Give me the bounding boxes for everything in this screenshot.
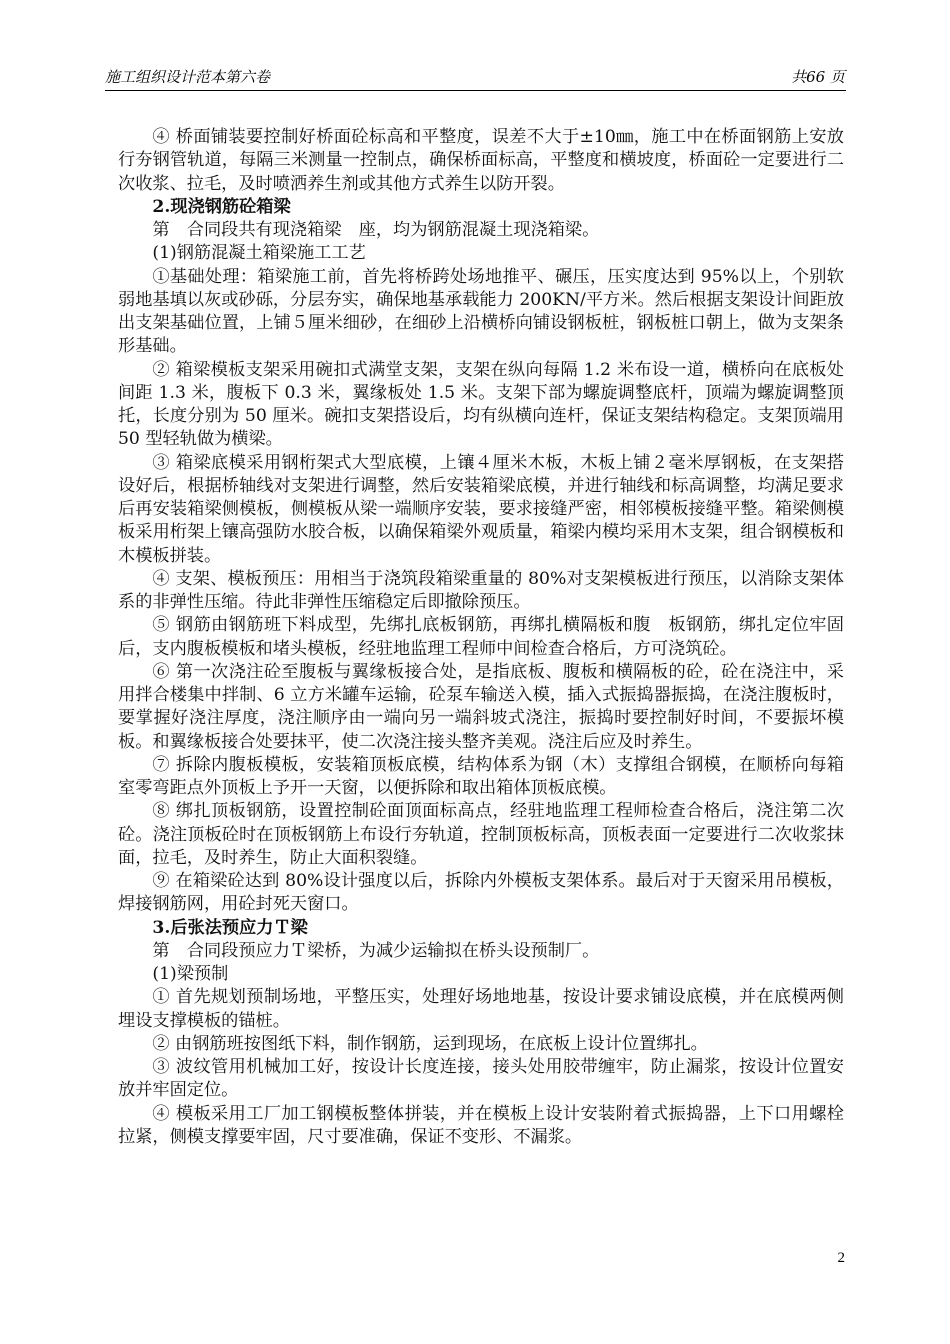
paragraph: ④ 模板采用工厂加工钢模板整体拼装，并在模板上设计安装附着式振捣器，上下口用螺栓拉紧，侧模支撑要牢固，尺寸要准确，保证不变形、不漏浆。 <box>118 1103 844 1147</box>
paragraph: ⑨ 在箱梁砼达到 80%设计强度以后，拆除内外模板支架体系。最后对于天窗采用吊模板，焊接钢筋网，用砼封死天窗口。 <box>118 871 844 915</box>
section-heading: 3.后张法预应力Ｔ梁 <box>152 917 308 938</box>
paragraph: ② 由钢筋班按图纸下料，制作钢筋，运到现场，在底板上设计位置绑扎。 <box>152 1033 708 1054</box>
paragraph: 第 合同段共有现浇箱梁 座，均为钢筋混凝土现浇箱梁。 <box>152 220 600 240</box>
paragraph: ④ 桥面铺装要控制好桥面砼标高和平整度，误差不大于±10㎜，施工中在桥面钢筋上安放行夯钢管轨道，每隔三米测量一控制点，确保桥面标高，平整度和横坡度，桥面砼一定要进行二次收浆、拉毛，及时喷洒养生剂或其他方式养生以防开裂。 <box>118 127 844 194</box>
paragraph: (1)梁预制 <box>152 964 229 984</box>
paragraph: ③ 箱梁底模采用钢桁架式大型底模，上镶４厘米木板，木板上铺２毫米厚钢板，在支架搭设好后，根据桥轴线对支架进行调整，然后安装箱梁底模，并进行轴线和标高调整，均满足要求后再安装箱梁侧模板，侧模板从梁一端顺序安装，要求接缝严密，相邻模板接缝平整。箱梁侧模板采用桁架上镶高强防水胶合板，以确保箱梁外观质量，箱梁内模均采用木支架，组合钢模板和木模板拼装。 <box>118 452 844 566</box>
paragraph: ⑦ 拆除内腹板模板，安装箱顶板底模，结构体系为钢（木）支撑组合钢模，在顺桥向每箱室零弯距点外顶板上予开一天窗，以便拆除和取出箱体顶板底模。 <box>118 754 844 798</box>
paragraph: ⑧ 绑扎顶板钢筋，设置控制砼面顶面标高点，经驻地监理工程师检查合格后，浇注第二次砼。浇注顶板砼时在顶板钢筋上布设行夯轨道，控制顶板标高，顶板表面一定要进行二次收浆抹面，拉毛，及时养生，防止大面积裂缝。 <box>118 801 844 868</box>
paragraph: ⑤ 钢筋由钢筋班下料成型，先绑扎底板钢筋，再绑扎横隔板和腹 板钢筋，绑扎定位牢固后，支内腹板模板和堵头模板，经驻地监理工程师中间检查合格后，方可浇筑砼。 <box>118 615 844 659</box>
header-title: 施工组织设计范本第六卷 <box>105 68 271 86</box>
document-body <box>118 126 844 1149</box>
paragraph: ③ 波纹管用机械加工好，按设计长度连接，接头处用胶带缠牢，防止漏浆，按设计位置安放并牢固定位。 <box>118 1057 844 1101</box>
paragraph: 第 合同段预应力Ｔ梁桥，为减少运输拟在桥头设预制厂。 <box>152 940 600 961</box>
paragraph: ⑥ 第一次浇注砼至腹板与翼缘板接合处，是指底板、腹板和横隔板的砼，砼在浇注中，采用拌合楼集中拌制、6 立方米罐车运输，砼泵车输送入模，插入式振捣器振捣，在浇注腹板时，要掌握好浇注厚度，浇注顺序由一端向另一端斜坡式浇注，振捣时要控制好时间，不要振坏模板。和翼缘板接合处要抹平，使二次浇注接头整齐美观。浇注后应及时养生。 <box>118 661 844 752</box>
paragraph: ①基础处理：箱梁施工前，首先将桥跨处场地推平、碾压，压实度达到 95%以上，个别软弱地基填以灰或砂砾，分层夯实，确保地基承载能力 200KN/平方米。然后根据支架设计间距放出支架基础位置，上铺５厘米细砂，在细砂上沿横桥向铺设钢板桩，钢板桩口朝上，做为支架条形基础。 <box>118 266 844 357</box>
header-page-count: 共66 页 <box>791 68 845 86</box>
paragraph: (1)钢筋混凝土箱梁施工工艺 <box>152 243 366 264</box>
page-header <box>105 66 845 90</box>
header-rule <box>105 90 846 91</box>
page-number: 2 <box>837 1250 845 1266</box>
paragraph: ② 箱梁模板支架采用碗扣式满堂支架，支架在纵向每隔 1.2 米布设一道，横桥向在底板处间距 1.3 米，腹板下 0.3 米，翼缘板处 1.5 米。支架下部为螺旋调整底杆，顶端为螺旋调整顶托，长度分别为 50 厘米。碗扣支架搭设后，均有纵横向连杆，保证支架结构稳定。支架顶端用 50 型轻轨做为横梁。 <box>118 359 844 450</box>
paragraph: ① 首先规划预制场地，平整压实，处理好场地地基，按设计要求铺设底模，并在底模两侧埋设支撑模板的锚桩。 <box>118 987 844 1031</box>
section-heading: 2.现浇钢筋砼箱梁 <box>152 196 291 217</box>
paragraph: ④ 支架、模板预压：用相当于浇筑段箱梁重量的 80%对支架模板进行预压，以消除支架体系的非弹性压缩。待此非弹性压缩稳定后即撤除预压。 <box>118 568 844 612</box>
